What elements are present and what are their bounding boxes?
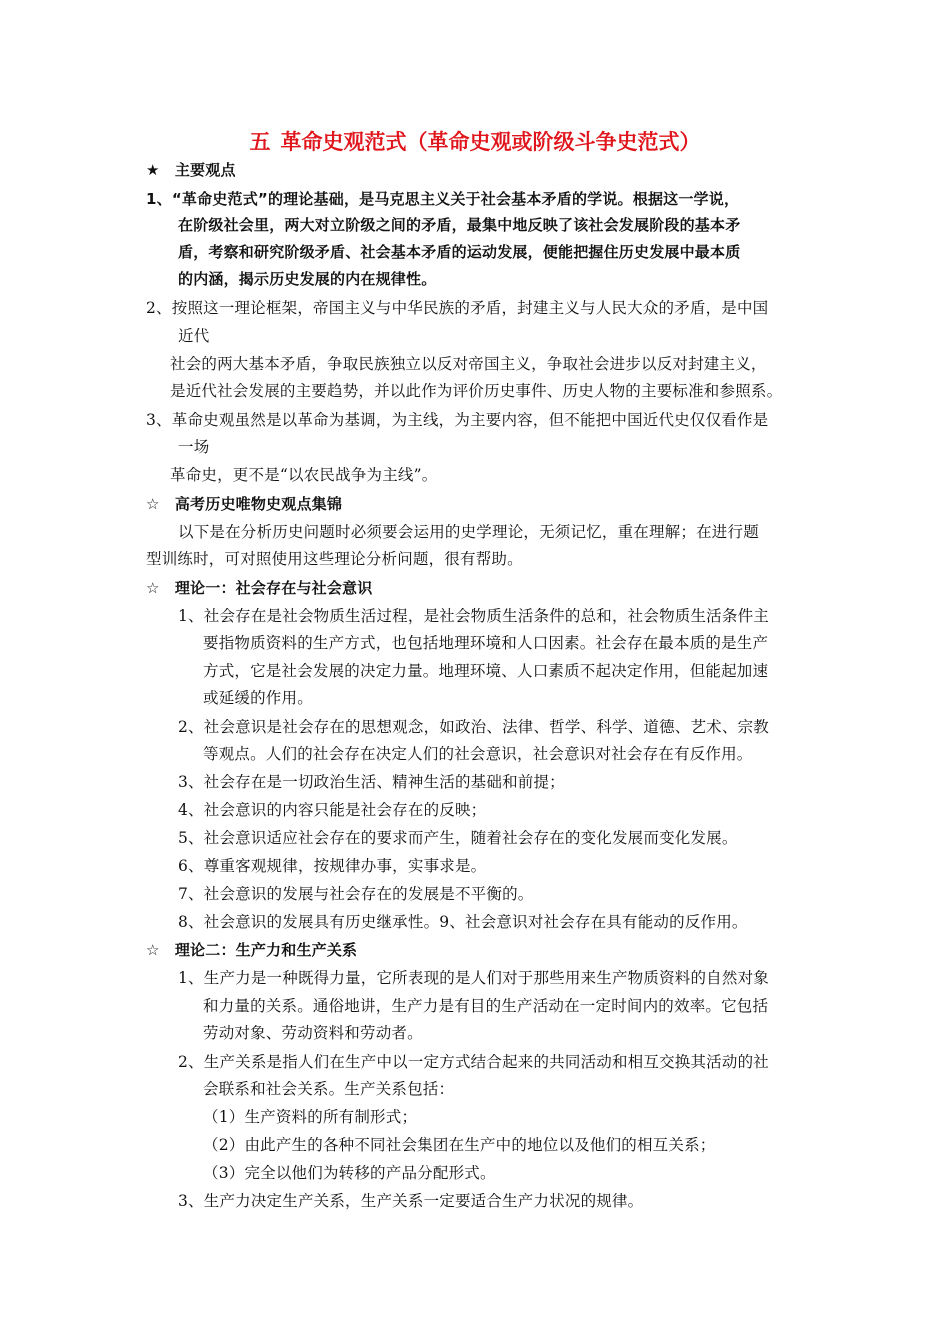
theory1-item4: 4、社会意识的内容只能是社会存在的反映； [178, 801, 487, 819]
theory1-item5: 5、社会意识适应社会存在的要求而产生，随着社会存在的变化发展而变化发展。 [178, 829, 738, 847]
section-heading-theory-2: ☆ 理论二：生产力和生产关系 [146, 941, 358, 959]
main-point-3-line-3: 革命史，更不是“以农民战争为主线”。 [170, 466, 438, 484]
theory1-item1-line-1: 1、社会存在是社会物质生活过程，是社会物质生活条件的总和，社会物质生活条件主 [178, 607, 769, 625]
theory2-item2-line-1: 2、生产关系是指人们在生产中以一定方式结合起来的共同活动和相互交换其活动的社 [178, 1053, 769, 1071]
gaokao-intro-line-1: 以下是在分析历史问题时必须要会运用的史学理论，无须记忆，重在理解；在进行题 [178, 523, 759, 541]
section-heading-main-points: ★ 主要观点 [146, 161, 236, 179]
main-point-1-line-1: 1、“革命史范式”的理论基础，是马克思主义关于社会基本矛盾的学说。根据这一学说， [146, 190, 740, 208]
theory2-item1-line-2: 和力量的关系。通俗地讲，生产力是有目的生产活动在一定时间内的效率。它包括 [203, 997, 769, 1015]
main-point-1-line-2: 在阶级社会里，两大对立阶级之间的矛盾，最集中地反映了该社会发展阶段的基本矛 [178, 216, 741, 234]
main-point-2-line-3: 社会的两大基本矛盾，争取民族独立以反对帝国主义，争取社会进步以反对封建主义， [170, 355, 767, 373]
theory1-item1-line-2: 要指物质资料的生产方式，也包括地理环境和人口因素。社会存在最本质的是生产 [203, 634, 769, 652]
section-heading-theory-1: ☆ 理论一：社会存在与社会意识 [146, 579, 373, 597]
main-point-2-line-2: 近代 [178, 327, 210, 345]
main-point-1-line-3: 盾，考察和研究阶级矛盾、社会基本矛盾的运动发展，便能把握住历史发展中最本质 [178, 243, 741, 261]
theory1-item3: 3、社会存在是一切政治生活、精神生活的基础和前提； [178, 773, 565, 791]
theory2-sub3: （3）完全以他们为转移的产品分配形式。 [203, 1164, 496, 1182]
theory2-sub2: （2）由此产生的各种不同社会集团在生产中的地位以及他们的相互关系； [203, 1136, 716, 1154]
theory2-item1-line-1: 1、生产力是一种既得力量，它所表现的是人们对于那些用来生产物质资料的自然对象 [178, 969, 769, 987]
theory2-item1-line-3: 劳动对象、劳动资料和劳动者。 [203, 1024, 423, 1042]
main-point-3-line-1: 3、革命史观虽然是以革命为基调，为主线，为主要内容，但不能把中国近代史仅仅看作是 [146, 411, 769, 429]
theory1-item7: 7、社会意识的发展与社会存在的发展是不平衡的。 [178, 885, 534, 903]
gaokao-intro-line-2: 型训练时，可对照使用这些理论分析问题，很有帮助。 [146, 550, 523, 568]
main-point-2-line-4: 是近代社会发展的主要趋势，并以此作为评价历史事件、历史人物的主要标准和参照系。 [170, 382, 783, 400]
theory1-item1-line-4: 或延缓的作用。 [203, 689, 313, 707]
theory2-item2-line-2: 会联系和社会关系。生产关系包括： [203, 1080, 455, 1098]
theory2-item3: 3、生产力决定生产关系，生产关系一定要适合生产力状况的规律。 [178, 1192, 644, 1210]
main-point-1-line-4: 的内涵，揭示历史发展的内在规律性。 [178, 270, 437, 288]
theory1-item2-line-1: 2、社会意识是社会存在的思想观念，如政治、法律、哲学、科学、道德、艺术、宗教 [178, 718, 769, 736]
main-point-3-line-2: 一场 [178, 438, 210, 456]
title-text: 革命史观范式（革命史观或阶级斗争史范式） [280, 130, 701, 154]
title-number: 五 [249, 130, 271, 154]
page-title [0, 128, 950, 156]
theory1-item1-line-3: 方式，它是社会发展的决定力量。地理环境、人口素质不起决定作用，但能起加速 [203, 662, 769, 680]
theory1-item6: 6、尊重客观规律，按规律办事，实事求是。 [178, 857, 487, 875]
main-point-2-line-1: 2、按照这一理论框架，帝国主义与中华民族的矛盾，封建主义与人民大众的矛盾，是中国 [146, 299, 769, 317]
theory2-sub1: （1）生产资料的所有制形式； [203, 1108, 418, 1126]
theory1-item2-line-2: 等观点。人们的社会存在决定人们的社会意识，社会意识对社会存在有反作用。 [203, 745, 753, 763]
section-heading-gaokao: ☆ 高考历史唯物史观点集锦 [146, 495, 343, 513]
theory1-item8: 8、社会意识的发展具有历史继承性。9、社会意识对社会存在具有能动的反作用。 [178, 913, 748, 931]
